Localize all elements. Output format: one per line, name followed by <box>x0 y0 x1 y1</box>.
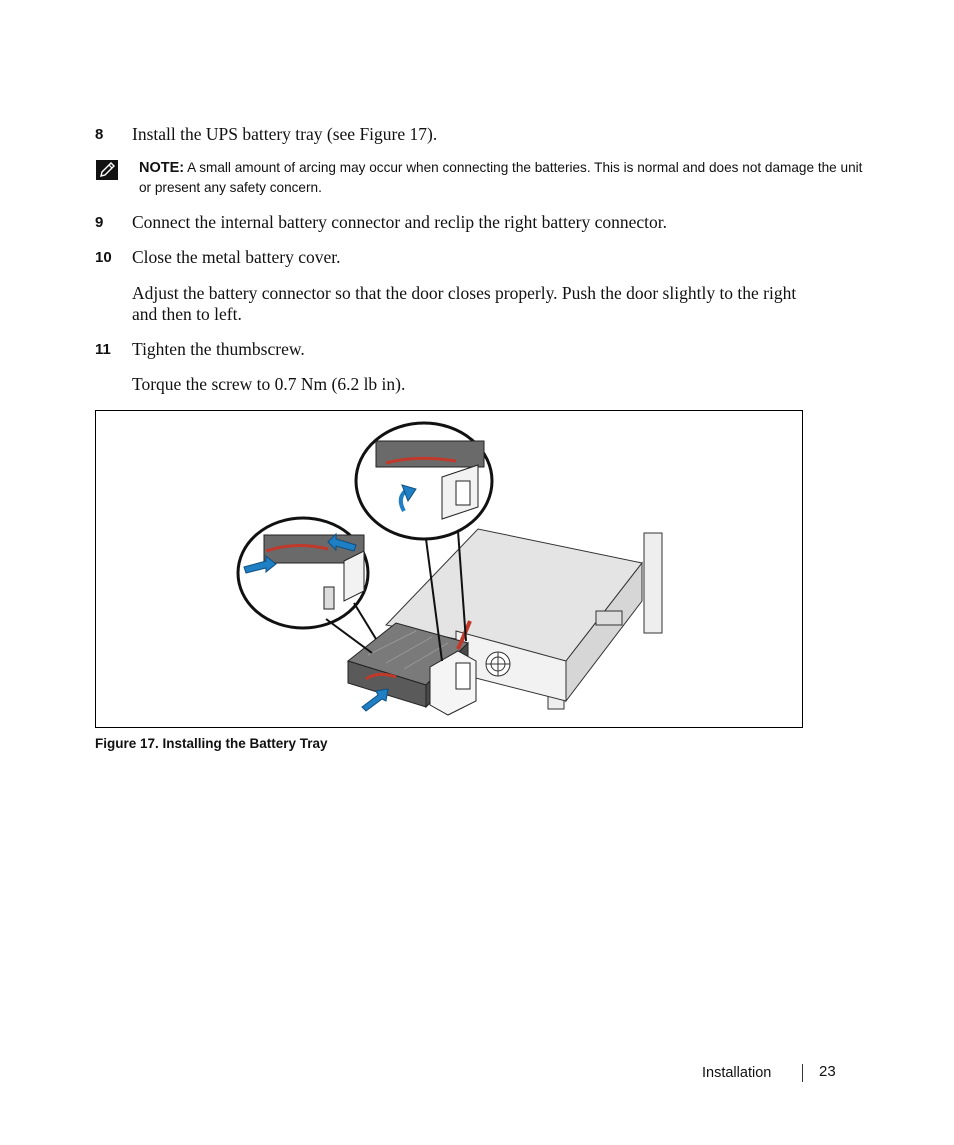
step-number-9: 9 <box>95 214 104 231</box>
step-9-text: Connect the internal battery connector and reclip the right battery connector. <box>132 212 667 232</box>
step-number-11: 11 <box>95 341 111 358</box>
step-10-detail-line1: Adjust the battery connector so that the door closes properly. Push the door slightly to the right <box>132 283 797 303</box>
step-10-detail-line2: and then to left. <box>132 304 242 324</box>
note-label: NOTE: <box>139 160 185 176</box>
step-number-10: 10 <box>95 249 112 266</box>
footer-section-name: Installation <box>702 1065 772 1081</box>
figure-caption: Figure 17. Installing the Battery Tray <box>95 736 328 751</box>
battery-tray-illustration <box>96 411 802 727</box>
step-number-8: 8 <box>95 126 104 143</box>
step-11-detail: Torque the screw to 0.7 Nm (6.2 lb in). <box>132 374 406 394</box>
fan-icon <box>486 652 510 676</box>
note-text: A small amount of arcing may occur when connecting the batteries. This is normal and does not damage the unit or present any safety concern. <box>139 160 863 195</box>
step-8-text: Install the UPS battery tray (see Figure 17). <box>132 124 438 144</box>
note-block <box>139 158 864 197</box>
push-arrow-icon <box>362 689 388 711</box>
step-11-text: Tighten the thumbscrew. <box>132 339 305 359</box>
figure-frame <box>95 410 803 728</box>
footer-divider <box>802 1064 803 1082</box>
note-pencil-icon <box>96 160 118 180</box>
page-number: 23 <box>819 1063 836 1080</box>
step-10-text: Close the metal battery cover. <box>132 247 341 267</box>
